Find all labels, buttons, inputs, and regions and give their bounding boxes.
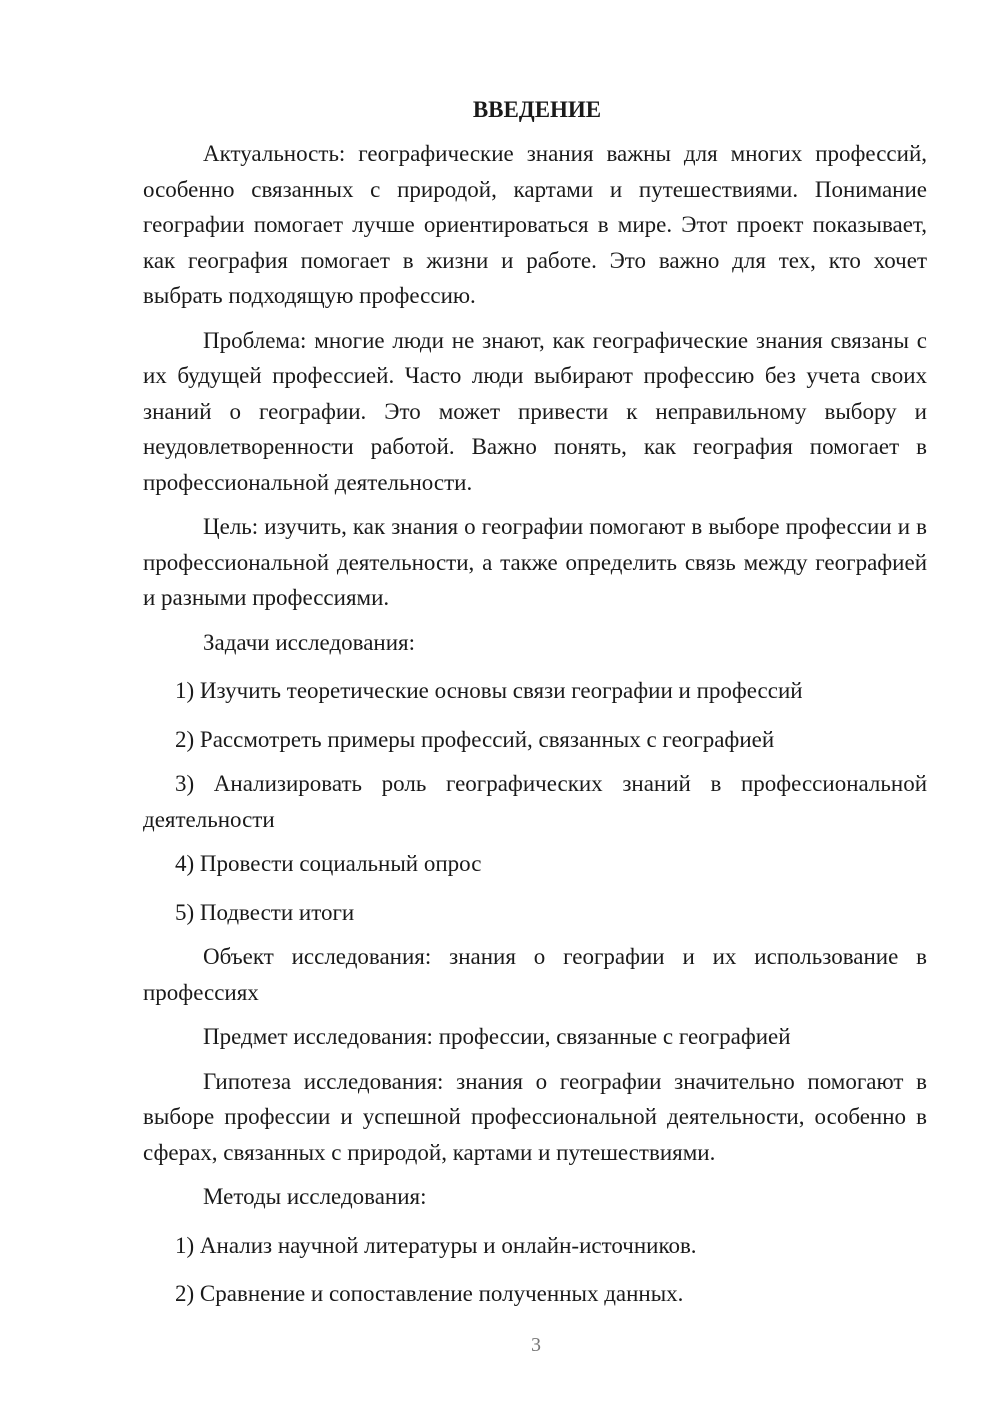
methods-heading: Методы исследования: — [203, 1184, 427, 1209]
hypothesis-paragraph: Гипотеза исследования: знания о географии значительно помогают в выборе профессии и успешной профессиональной деятельности, особенно в сферах, связанных с природой, картами и путешествиями. — [143, 1068, 927, 1165]
task-item-3: 3) Анализировать роль географических знаний в профессиональной деятельности — [143, 771, 927, 832]
relevance-paragraph: Актуальность: географические знания важны для многих профессий, особенно связанных с природой, картами и путешествиями. Понимание географии помогает лучше ориентироваться в мире. Этот проект показывает, как география помогает в жизни и работе. Это важно для тех, кто хочет выбрать подходящую профессию. — [143, 141, 927, 308]
task-item-4: 4) Провести социальный опрос — [175, 851, 482, 876]
subject-paragraph: Предмет исследования: профессии, связанные с географией — [203, 1024, 791, 1049]
document-body — [143, 92, 927, 1321]
task-item-5: 5) Подвести итоги — [175, 899, 355, 925]
task-item-1: 1) Изучить теоретические основы связи географии и профессий — [175, 678, 803, 703]
tasks-heading: Задачи исследования: — [203, 629, 416, 655]
method-item-2: 2) Сравнение и сопоставление полученных данных. — [175, 1281, 684, 1306]
page-number: 3 — [531, 1334, 541, 1356]
method-item-1: 1) Анализ научной литературы и онлайн-источников. — [175, 1232, 697, 1258]
section-title: ВВЕДЕНИЕ — [472, 97, 602, 122]
object-paragraph: Объект исследования: знания о географии и их использование в профессиях — [143, 944, 927, 1005]
goal-paragraph: Цель: изучить, как знания о географии помогают в выборе профессии и в профессиональной деятельности, а также определить связь между географией и разными профессиями. — [143, 514, 927, 610]
problem-paragraph: Проблема: многие люди не знают, как географические знания связаны с их будущей профессией. Часто люди выбирают профессию без учета своих знаний о географии. Это может привести к неправильному выбору и неудовлетворенности работой. Важно понять, как география помогает в профессиональной деятельности. — [143, 327, 927, 495]
task-item-2: 2) Рассмотреть примеры профессий, связанных с географией — [175, 726, 775, 752]
